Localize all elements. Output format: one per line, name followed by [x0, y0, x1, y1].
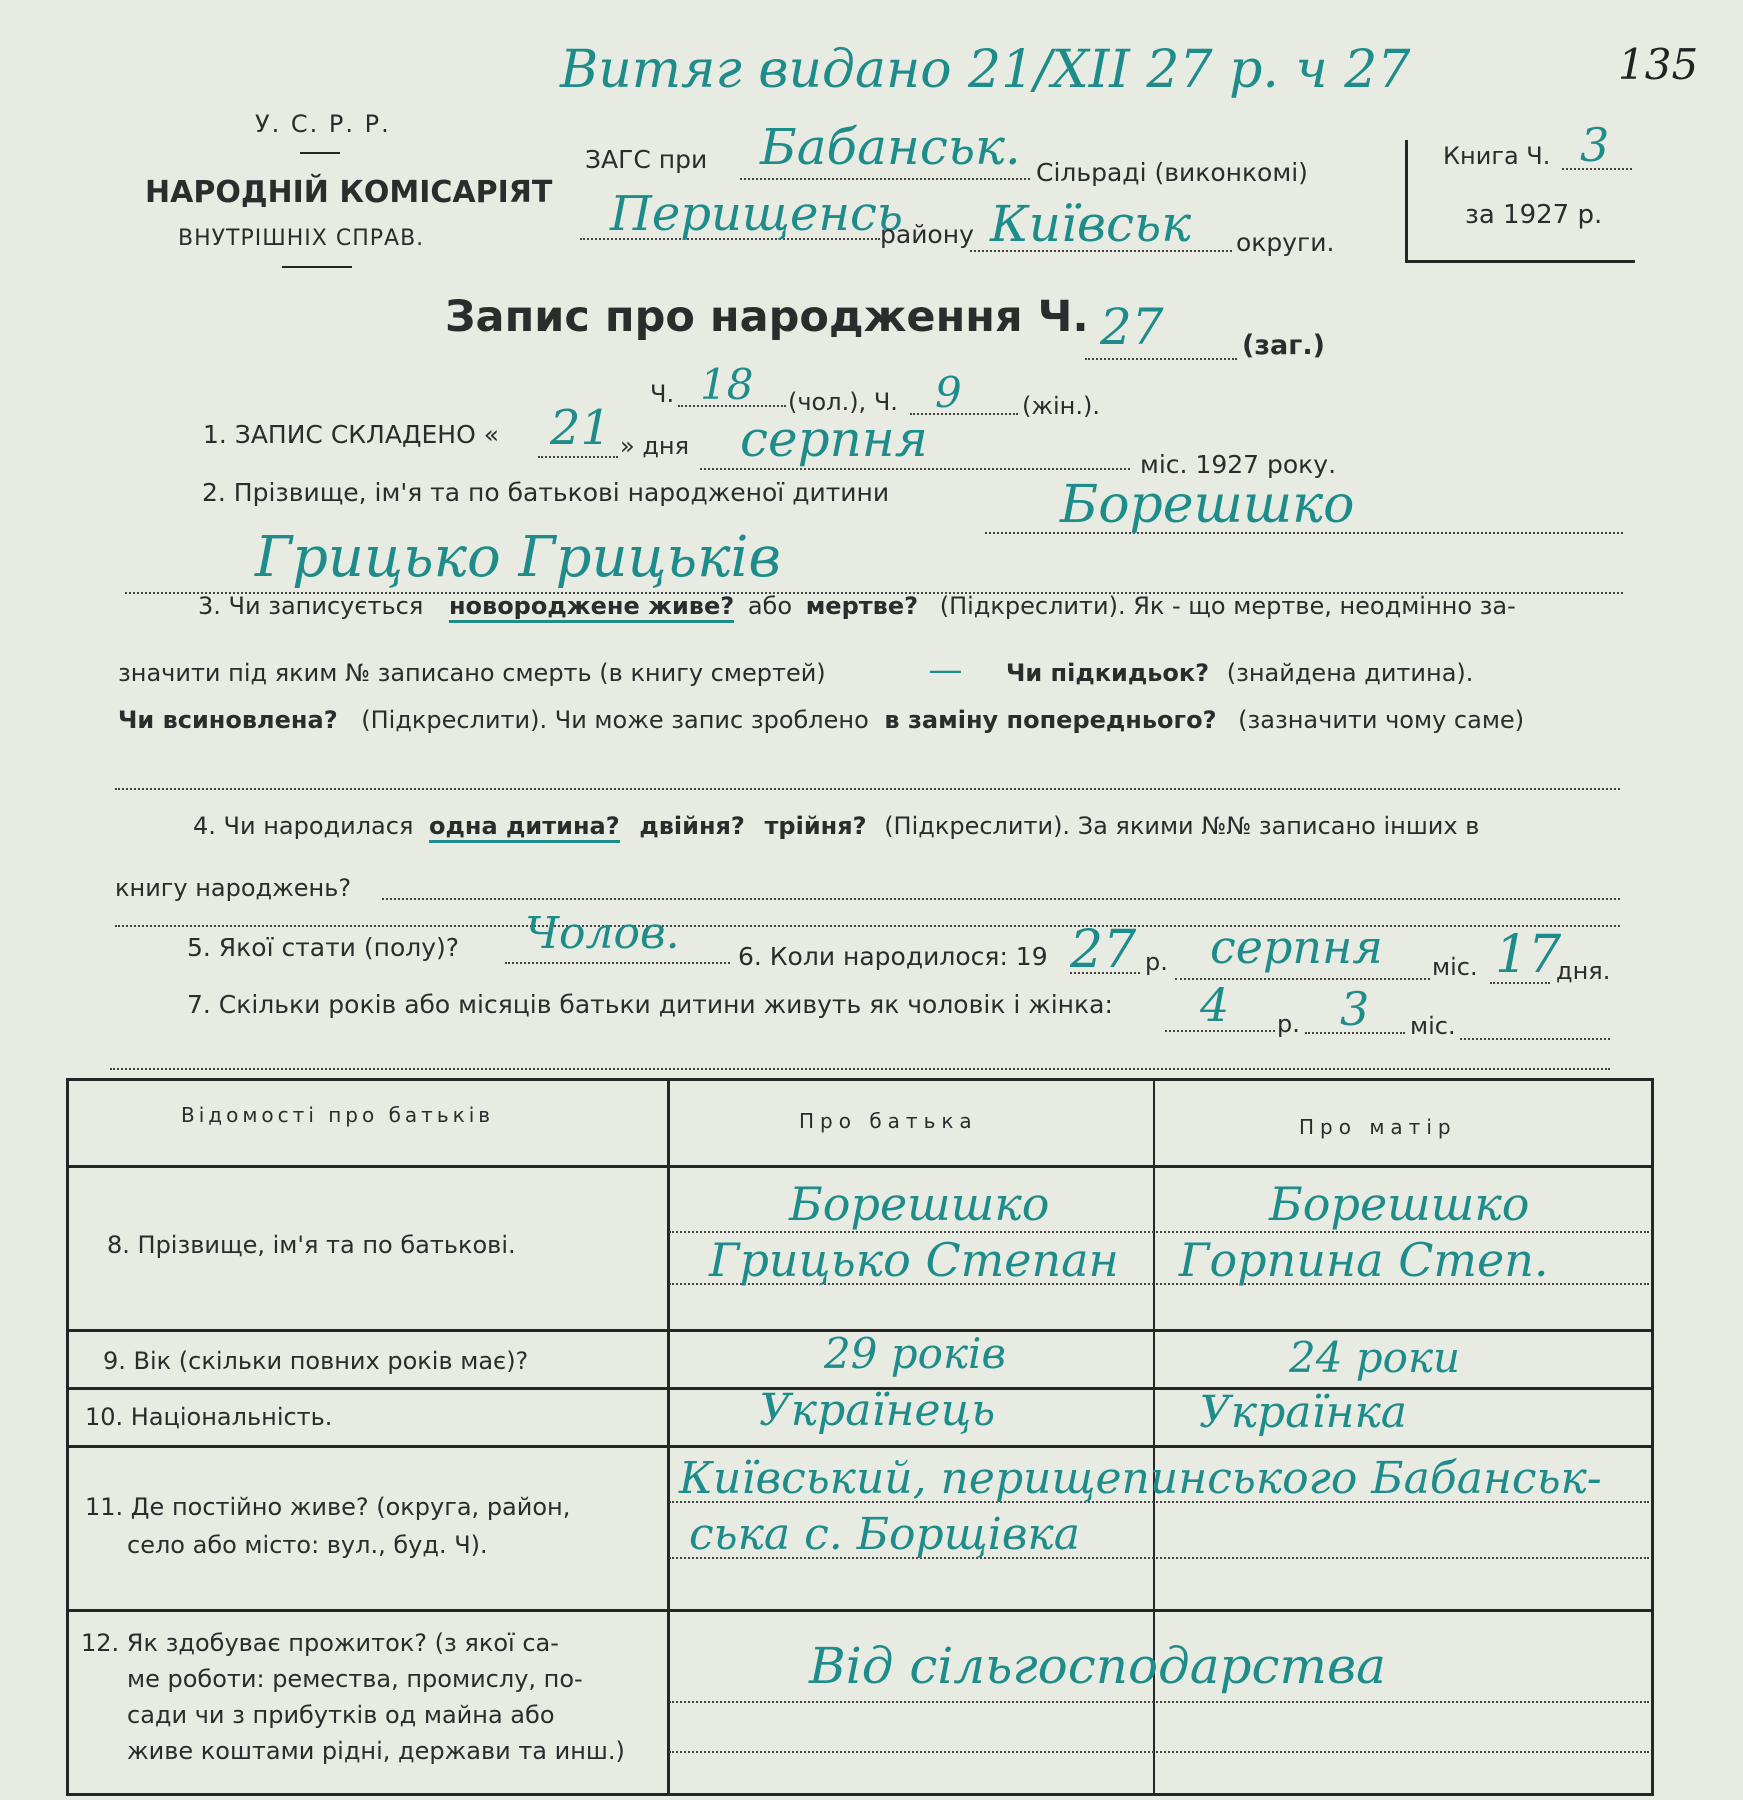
q7-label: 7. Скільки років або місяців батьки дитини живуть як чоловік і жінка:	[187, 990, 1113, 1019]
q5-sex: Чолов.	[525, 908, 680, 959]
q3-l1c: або	[747, 592, 793, 620]
row-divider-11	[69, 1609, 1651, 1612]
row9-father-age: 29 років	[824, 1329, 1006, 1378]
q3-foundling: Чи підкидьок?	[1005, 659, 1210, 687]
q6-mis: міс.	[1432, 953, 1478, 981]
raion-label: району	[880, 220, 974, 249]
record-number: 27	[1100, 298, 1164, 356]
book-box-bottom	[1405, 260, 1635, 263]
zhin-label: (жін.).	[1022, 392, 1100, 420]
row-divider-10	[69, 1445, 1651, 1448]
row12-label-2: ме роботи: ремества, промислу, по-	[127, 1665, 583, 1693]
parents-table	[66, 1078, 1654, 1796]
q1-label: 1. ЗАПИС СКЛАДЕНО «	[203, 420, 499, 449]
general-label: (заг.)	[1242, 330, 1325, 361]
zags-village-value: Бабанськ.	[760, 118, 1021, 176]
zags-label: ЗАГС при	[585, 145, 708, 174]
row12-dots-1	[669, 1701, 1649, 1703]
q7-mis: міс.	[1410, 1012, 1456, 1040]
q4-l1e: (Підкреслити). За якими №№ записано інших в	[884, 812, 1480, 840]
q6-label: 6. Коли народилося: 19	[738, 942, 1048, 971]
issued-copy-note: Витяг видано 21/XII 27 р. ч 27	[560, 40, 1411, 100]
book-year: за 1927 р.	[1465, 200, 1603, 230]
q6-dnia: дня.	[1556, 957, 1611, 985]
book-label: Книга Ч.	[1443, 142, 1551, 170]
row12-label-4: живе коштами рідні, держави та инш.)	[127, 1737, 625, 1765]
q3-l2a: значити під яким № записано смерть (в книгу смертей)	[118, 659, 826, 687]
q1-end: міс. 1927 року.	[1140, 450, 1337, 479]
q5-sex-line	[505, 962, 730, 964]
divider	[300, 152, 340, 154]
row11-label-2: село або місто: вул., буд. Ч).	[127, 1531, 488, 1559]
q4-twins-option: двійня?	[639, 812, 745, 840]
row12-occupation: Від сільгосподарства	[809, 1637, 1386, 1695]
q7-r: р.	[1277, 1010, 1300, 1038]
q3-blank-line	[115, 788, 1620, 790]
q1-mid: » дня	[620, 432, 690, 460]
q4-blank-line-1	[382, 898, 1620, 900]
zags-village-line	[740, 178, 1030, 180]
col-divider-1	[667, 1081, 670, 1793]
q3-l1a: 3. Чи записується	[198, 592, 424, 620]
q2-given: Грицько Грицьків	[255, 525, 782, 590]
q1-month-line	[700, 468, 1130, 470]
col-header-info: Відомості про батьків	[181, 1103, 495, 1127]
row8-mother-surname: Борешшко	[1269, 1177, 1530, 1231]
okruha-value: Київськ	[990, 195, 1192, 253]
silrada-label: Сільраді (виконкомі)	[1036, 158, 1308, 187]
row8-father-name: Грицько Степан	[709, 1233, 1119, 1287]
corner-mark: 135	[1618, 40, 1699, 89]
q3-alive-option: новороджене живе?	[449, 592, 734, 623]
book-number: 3	[1580, 118, 1610, 172]
q4-line2: книгу народжень?	[115, 874, 352, 902]
q3-l3b: (Підкреслити). Чи може запис зроблено	[361, 706, 869, 734]
row8-label: 8. Прізвище, ім'я та по батькові.	[107, 1231, 516, 1259]
row9-label: 9. Вік (скільки повних років має)?	[103, 1347, 529, 1375]
raion-value: Перищенсь	[610, 186, 903, 242]
record-title: Запис про народження Ч.	[445, 292, 1089, 342]
q7-blank-line	[110, 1068, 1610, 1070]
row12-label-3: сади чи з прибутків од майна або	[127, 1701, 555, 1729]
male-number: 18	[700, 360, 754, 409]
q6-month: серпня	[1210, 920, 1383, 974]
ussr-label: У. С. Р. Р.	[255, 110, 391, 138]
q3-l1e: (Підкреслити). Як - що мертве, неодмінно за-	[939, 592, 1516, 620]
q3-death-number: —	[928, 650, 963, 690]
q6-year: 27	[1070, 920, 1137, 980]
row12-dots-2	[669, 1751, 1649, 1753]
q7-months: 3	[1340, 982, 1370, 1036]
row11-residence-1: Київський, перищепинського Бабанськ-	[679, 1453, 1602, 1504]
row10-label: 10. Національність.	[85, 1403, 333, 1431]
divider	[282, 266, 352, 268]
commissariat-label: НАРОДНІЙ КОМІСАРІЯТ	[145, 175, 553, 210]
q4-single-option: одна дитина?	[429, 812, 620, 843]
col-header-mother: Про матір	[1299, 1115, 1457, 1139]
q1-month: серпня	[740, 410, 928, 468]
female-number: 9	[935, 368, 962, 417]
q7-years: 4	[1200, 978, 1230, 1032]
internal-affairs-label: ВНУТРІШНІХ СПРАВ.	[178, 226, 425, 251]
q4-blank-line-2	[115, 925, 1620, 927]
row10-mother-nationality: Українка	[1199, 1387, 1408, 1438]
chol-label: (чол.), Ч.	[788, 388, 898, 416]
q4-triplets-option: трійня?	[764, 812, 867, 840]
record-number-line	[1085, 358, 1237, 360]
q3-l2c: (знайдена дитина).	[1226, 659, 1474, 687]
row11-label-1: 11. Де постійно живе? (округа, район,	[85, 1493, 571, 1521]
q2-label: 2. Прізвище, ім'я та по батькові народженої дитини	[202, 478, 890, 507]
q3-l3d: (зазначити чому саме)	[1238, 706, 1525, 734]
q3-line1	[198, 592, 1516, 620]
book-box-left	[1405, 140, 1408, 262]
q7-mis-line	[1460, 1038, 1610, 1040]
q3-replacement: в заміну попереднього?	[884, 706, 1217, 734]
q2-surname: Борешшко	[1060, 475, 1355, 535]
q6-day: 17	[1495, 925, 1562, 985]
col-header-father: Про батька	[799, 1109, 978, 1133]
q4-line1	[193, 812, 1479, 840]
okruha-label: округи.	[1236, 228, 1335, 257]
row9-mother-age: 24 роки	[1289, 1333, 1461, 1382]
q3-dead-option: мертве?	[805, 592, 919, 620]
q3-line3	[118, 706, 1524, 734]
row8-mother-name: Горпина Степ.	[1179, 1233, 1549, 1287]
row-divider-header	[69, 1165, 1651, 1168]
q4-l1a: 4. Чи народилася	[193, 812, 414, 840]
q3-adopted: Чи всиновлена?	[118, 706, 338, 734]
row11-residence-2: ська с. Борщівка	[689, 1509, 1080, 1560]
male-number-label: Ч.	[650, 380, 675, 408]
q1-day: 21	[550, 400, 612, 456]
q6-r: р.	[1145, 948, 1168, 976]
q1-day-line	[538, 456, 618, 458]
q5-label: 5. Якої стати (полу)?	[187, 933, 460, 962]
q3-line2	[118, 650, 1473, 690]
row12-label-1: 12. Як здобуває прожиток? (з якої са-	[81, 1629, 559, 1657]
row8-father-surname: Борешшко	[789, 1177, 1050, 1231]
row10-father-nationality: Українець	[759, 1385, 996, 1436]
